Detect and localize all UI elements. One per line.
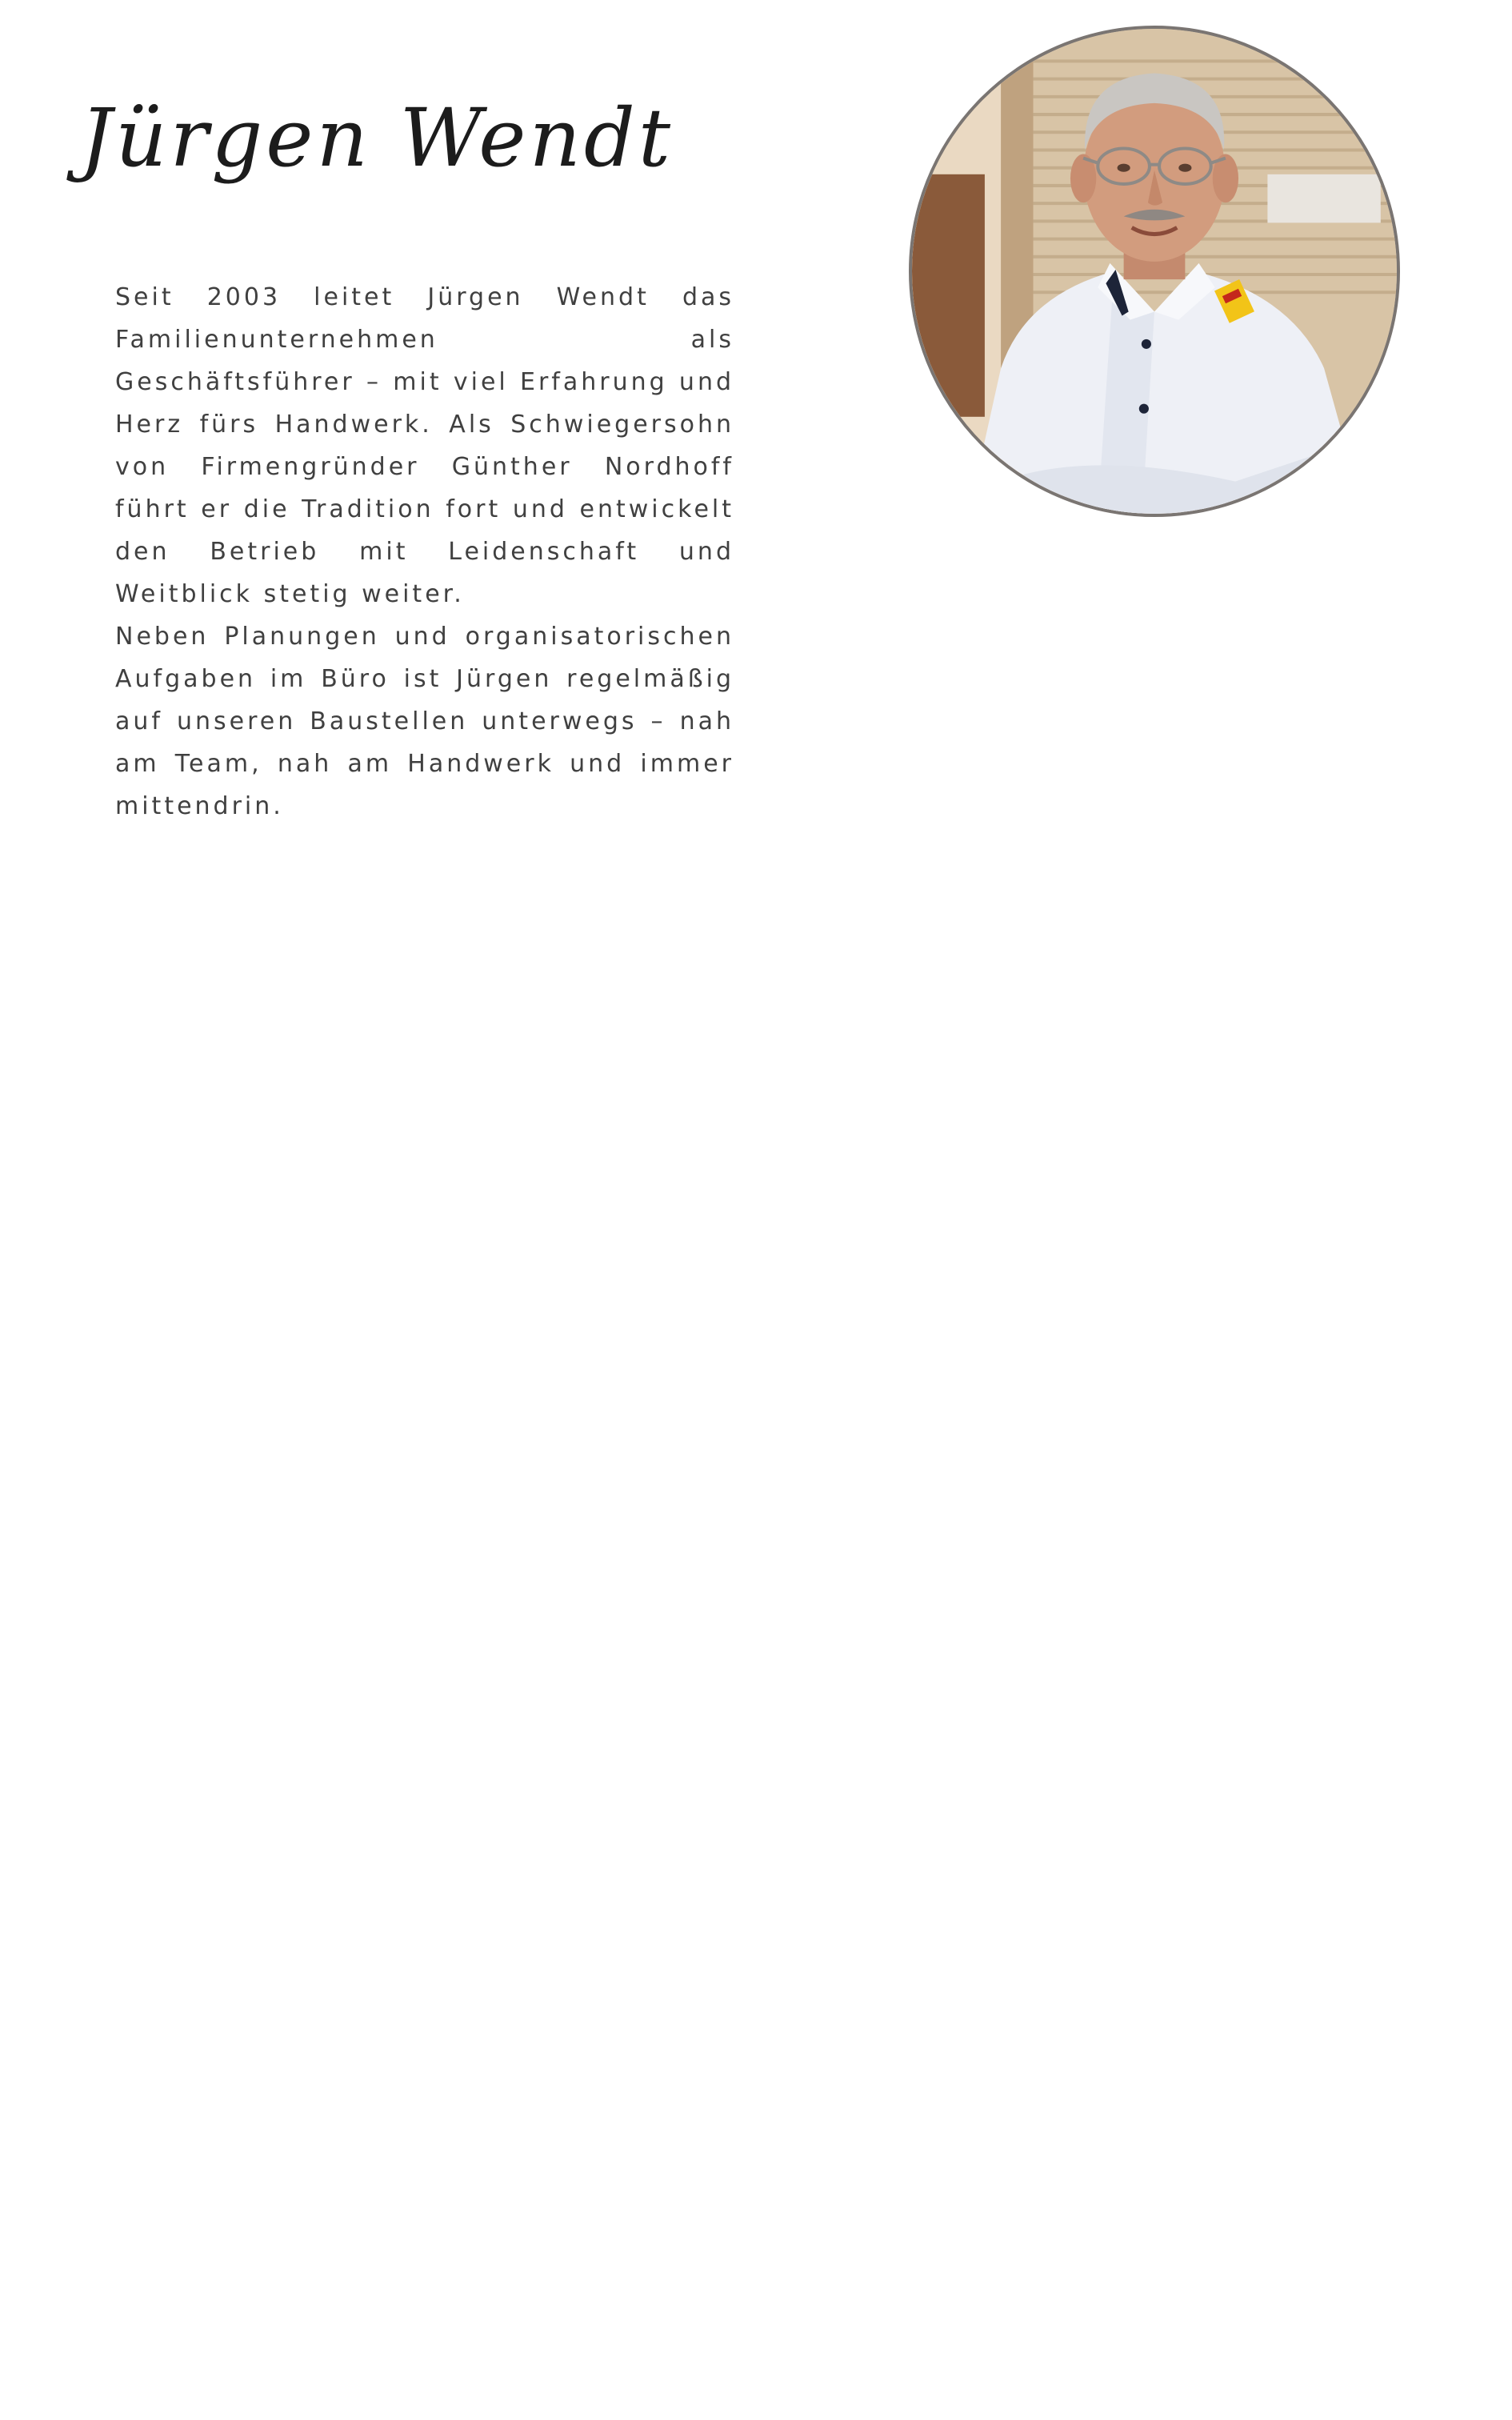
portrait-illustration — [912, 29, 1397, 514]
portrait-photo — [909, 26, 1400, 517]
bio-paragraph: Seit 2003 leitet Jürgen Wendt das Familienunternehmen als Geschäftsführer – mit viel Erfahrung und Herz fürs Handwerk. Als Schwiegersohn von Firmengründer Günther Nordhoff führt er die Tradition fort und entwickelt den Betrieb mit Leidenschaft und Weitblick stetig weiter. — [115, 283, 734, 608]
person-name-heading: Jürgen Wendt — [80, 91, 674, 185]
bio-text — [115, 276, 734, 827]
bio-paragraph: Neben Planungen und organisatorischen Aufgaben im Büro ist Jürgen regelmäßig auf unseren Baustellen unterwegs – nah am Team, nah am Handwerk und immer mittendrin. — [115, 623, 734, 820]
